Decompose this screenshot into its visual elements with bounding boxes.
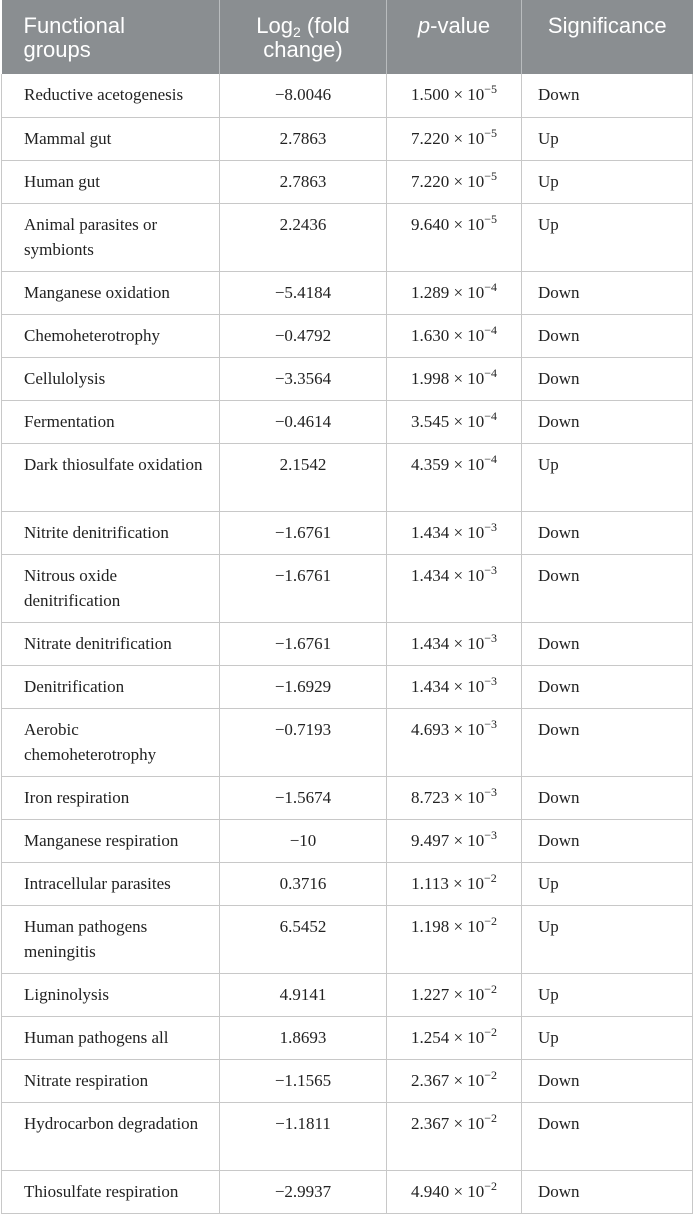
cell-significance: Up <box>522 905 693 973</box>
cell-p-value <box>387 1102 522 1170</box>
cell-functional-group: Reductive acetogenesis <box>2 74 220 117</box>
cell-significance: Down <box>522 271 693 314</box>
table-row <box>2 1170 693 1213</box>
cell-significance: Down <box>522 776 693 819</box>
p-value-exponent: −3 <box>484 562 498 577</box>
table-body <box>2 74 693 1213</box>
cell-functional-group: Human gut <box>2 160 220 203</box>
cell-log2-fold-change: 1.8693 <box>220 1016 387 1059</box>
p-value-exponent: −2 <box>484 981 498 996</box>
cell-p-value <box>387 511 522 554</box>
cell-significance: Down <box>522 665 693 708</box>
table-row <box>2 443 693 511</box>
p-value-exponent: −4 <box>484 451 498 466</box>
cell-significance: Up <box>522 862 693 905</box>
p-value-mantissa: 4.359 × 10 <box>410 454 485 474</box>
table-row <box>2 160 693 203</box>
cell-log2-fold-change: −3.3564 <box>220 357 387 400</box>
table-row <box>2 314 693 357</box>
p-value-mantissa: 1.434 × 10 <box>410 565 485 585</box>
p-value-mantissa: 3.545 × 10 <box>410 411 485 431</box>
p-value-mantissa: 9.640 × 10 <box>410 214 485 234</box>
cell-significance: Up <box>522 443 693 511</box>
p-value-mantissa: 7.220 × 10 <box>410 171 485 191</box>
cell-functional-group: Nitrite denitrification <box>2 511 220 554</box>
table-row <box>2 665 693 708</box>
cell-log2-fold-change: −1.6761 <box>220 554 387 622</box>
table-row <box>2 973 693 1016</box>
cell-functional-group: Chemoheterotrophy <box>2 314 220 357</box>
cell-functional-group: Human pathogens all <box>2 1016 220 1059</box>
table-row <box>2 554 693 622</box>
p-value-exponent: −2 <box>484 1024 498 1039</box>
cell-functional-group: Manganese respiration <box>2 819 220 862</box>
cell-p-value <box>387 819 522 862</box>
cell-log2-fold-change: −0.4792 <box>220 314 387 357</box>
cell-significance: Down <box>522 314 693 357</box>
p-value-exponent: −3 <box>484 630 498 645</box>
cell-significance: Down <box>522 554 693 622</box>
cell-log2-fold-change: −1.1811 <box>220 1102 387 1170</box>
header-functional-groups-line2: groups <box>23 37 91 62</box>
p-value-mantissa: 1.500 × 10 <box>410 85 485 104</box>
cell-functional-group: Denitrification <box>2 665 220 708</box>
cell-p-value <box>387 1059 522 1102</box>
table-row <box>2 117 693 160</box>
cell-functional-group: Thiosulfate respiration <box>2 1170 220 1213</box>
cell-log2-fold-change: 2.7863 <box>220 160 387 203</box>
p-value-exponent: −5 <box>484 125 498 140</box>
p-value-exponent: −4 <box>484 408 498 423</box>
cell-functional-group: Nitrate denitrification <box>2 622 220 665</box>
p-value-exponent: −2 <box>484 1110 498 1125</box>
header-functional-groups-line1: Functional <box>23 13 126 38</box>
cell-log2-fold-change: 2.1542 <box>220 443 387 511</box>
p-value-mantissa: 1.227 × 10 <box>410 984 485 1004</box>
cell-functional-group: Human pathogens meningitis <box>2 905 220 973</box>
header-significance: Significance <box>522 0 693 74</box>
cell-log2-fold-change: −1.1565 <box>220 1059 387 1102</box>
p-value-exponent: −3 <box>484 673 498 688</box>
cell-significance: Down <box>522 357 693 400</box>
table-row <box>2 74 693 117</box>
cell-p-value <box>387 554 522 622</box>
cell-p-value <box>387 117 522 160</box>
table-header <box>2 0 693 74</box>
p-value-mantissa: 7.220 × 10 <box>410 128 485 148</box>
table-row <box>2 708 693 776</box>
p-value-exponent: −3 <box>484 827 498 842</box>
cell-functional-group: Cellulolysis <box>2 357 220 400</box>
cell-functional-group: Dark thiosulfate oxidation <box>2 443 220 511</box>
header-p-italic: p <box>417 13 431 38</box>
cell-log2-fold-change: 2.2436 <box>220 203 387 271</box>
p-value-exponent: −3 <box>484 519 498 534</box>
header-log-text: Log <box>256 13 293 38</box>
p-value-mantissa: 2.367 × 10 <box>410 1070 485 1090</box>
cell-log2-fold-change: −1.6929 <box>220 665 387 708</box>
cell-functional-group: Nitrate respiration <box>2 1059 220 1102</box>
p-value-mantissa: 1.254 × 10 <box>410 1027 485 1047</box>
cell-functional-group: Ligninolysis <box>2 973 220 1016</box>
cell-functional-group: Manganese oxidation <box>2 271 220 314</box>
cell-p-value <box>387 776 522 819</box>
cell-log2-fold-change: 4.9141 <box>220 973 387 1016</box>
p-value-mantissa: 1.998 × 10 <box>410 368 485 388</box>
p-value-exponent: −2 <box>483 870 497 885</box>
p-value-mantissa: 1.630 × 10 <box>410 325 485 345</box>
cell-functional-group: Mammal gut <box>2 117 220 160</box>
cell-significance: Up <box>522 117 693 160</box>
cell-significance: Down <box>522 1059 693 1102</box>
p-value-mantissa: 1.289 × 10 <box>410 282 485 302</box>
cell-p-value <box>387 160 522 203</box>
cell-log2-fold-change: −1.5674 <box>220 776 387 819</box>
cell-p-value <box>387 973 522 1016</box>
cell-significance: Down <box>522 819 693 862</box>
cell-p-value <box>387 357 522 400</box>
cell-p-value <box>387 622 522 665</box>
p-value-exponent: −2 <box>484 1067 498 1082</box>
p-value-mantissa: 8.723 × 10 <box>410 787 485 807</box>
p-value-exponent: −5 <box>484 82 498 96</box>
p-value-exponent: −4 <box>484 365 498 380</box>
cell-functional-group: Fermentation <box>2 400 220 443</box>
cell-functional-group: Nitrous oxide denitrification <box>2 554 220 622</box>
header-functional-groups <box>2 0 220 74</box>
cell-p-value <box>387 862 522 905</box>
cell-log2-fold-change: −5.4184 <box>220 271 387 314</box>
table-row <box>2 819 693 862</box>
table-row <box>2 1059 693 1102</box>
cell-p-value <box>387 905 522 973</box>
table-row <box>2 271 693 314</box>
cell-p-value <box>387 314 522 357</box>
table-row <box>2 1102 693 1170</box>
table-row <box>2 511 693 554</box>
cell-log2-fold-change: 6.5452 <box>220 905 387 973</box>
header-row <box>2 0 693 74</box>
cell-p-value <box>387 1170 522 1213</box>
cell-significance: Up <box>522 973 693 1016</box>
p-value-mantissa: 4.940 × 10 <box>410 1181 485 1201</box>
header-fold-text: (fold <box>300 13 350 38</box>
cell-log2-fold-change: −8.0046 <box>220 74 387 117</box>
table-row <box>2 357 693 400</box>
p-value-exponent: −2 <box>484 1178 498 1193</box>
cell-log2-fold-change: −2.9937 <box>220 1170 387 1213</box>
cell-functional-group: Animal parasites or symbionts <box>2 203 220 271</box>
p-value-mantissa: 1.198 × 10 <box>410 916 485 936</box>
cell-log2-fold-change: −1.6761 <box>220 511 387 554</box>
p-value-exponent: −3 <box>484 784 498 799</box>
cell-functional-group: Aerobic chemoheterotrophy <box>2 708 220 776</box>
p-value-exponent: −3 <box>484 716 498 731</box>
table-row <box>2 862 693 905</box>
cell-p-value <box>387 443 522 511</box>
cell-significance: Up <box>522 1016 693 1059</box>
p-value-exponent: −4 <box>484 279 498 294</box>
cell-significance: Down <box>522 708 693 776</box>
cell-log2-fold-change: −1.6761 <box>220 622 387 665</box>
cell-functional-group: Intracellular parasites <box>2 862 220 905</box>
cell-significance: Down <box>522 1102 693 1170</box>
cell-significance: Down <box>522 511 693 554</box>
cell-log2-fold-change: −0.4614 <box>220 400 387 443</box>
cell-functional-group: Hydrocarbon degradation <box>2 1102 220 1170</box>
p-value-exponent: −5 <box>484 211 498 226</box>
cell-significance: Down <box>522 622 693 665</box>
cell-significance: Down <box>522 1170 693 1213</box>
table-row <box>2 905 693 973</box>
p-value-mantissa: 4.693 × 10 <box>410 719 485 739</box>
header-p-value <box>387 0 522 74</box>
p-value-mantissa: 1.434 × 10 <box>410 676 485 696</box>
functional-groups-table-container <box>1 0 692 1214</box>
cell-p-value <box>387 708 522 776</box>
cell-log2-fold-change: −0.7193 <box>220 708 387 776</box>
cell-p-value <box>387 203 522 271</box>
p-value-exponent: −5 <box>484 168 498 183</box>
header-log-subscript: 2 <box>293 24 301 40</box>
table-row <box>2 622 693 665</box>
cell-log2-fold-change: −10 <box>220 819 387 862</box>
cell-log2-fold-change: 2.7863 <box>220 117 387 160</box>
header-value-text: -value <box>430 13 491 38</box>
p-value-mantissa: 1.434 × 10 <box>410 522 485 542</box>
table-row <box>2 1016 693 1059</box>
cell-significance: Down <box>522 74 693 117</box>
cell-p-value <box>387 665 522 708</box>
cell-significance: Down <box>522 400 693 443</box>
table-row <box>2 400 693 443</box>
cell-p-value <box>387 271 522 314</box>
cell-p-value <box>387 74 522 117</box>
p-value-exponent: −2 <box>484 913 498 928</box>
cell-functional-group: Iron respiration <box>2 776 220 819</box>
cell-significance: Up <box>522 203 693 271</box>
p-value-mantissa: 1.434 × 10 <box>410 633 485 653</box>
cell-log2-fold-change: 0.3716 <box>220 862 387 905</box>
p-value-mantissa: 2.367 × 10 <box>410 1113 485 1133</box>
cell-p-value <box>387 1016 522 1059</box>
cell-p-value <box>387 400 522 443</box>
p-value-mantissa: 9.497 × 10 <box>410 830 485 850</box>
p-value-exponent: −4 <box>484 322 498 337</box>
cell-significance: Up <box>522 160 693 203</box>
header-change-text: change) <box>263 37 343 62</box>
header-log2-fold-change <box>220 0 387 74</box>
p-value-mantissa: 1.113 × 10 <box>411 873 484 893</box>
functional-groups-table <box>1 0 693 1214</box>
table-row <box>2 203 693 271</box>
table-row <box>2 776 693 819</box>
